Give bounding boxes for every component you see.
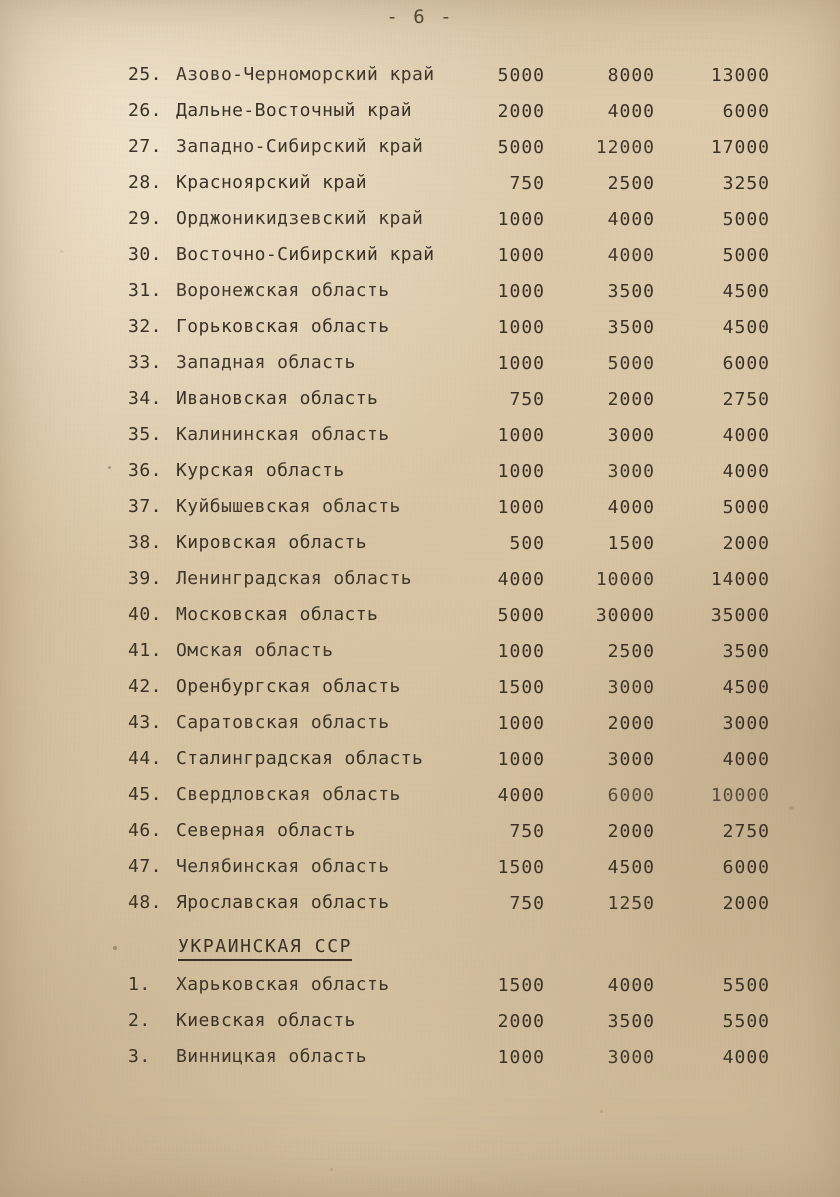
row-value-column-1: 750: [509, 893, 545, 914]
row-label: Куйбышевская область: [176, 496, 401, 517]
row-value-column-2: 4000: [607, 101, 655, 122]
row-index: 35.: [128, 424, 163, 445]
row-index: 26.: [128, 100, 163, 121]
row-value-column-1: 4000: [497, 785, 545, 806]
row-value-column-2: 1250: [607, 893, 655, 914]
row-value-column-2: 2000: [607, 713, 655, 734]
row-value-column-3: 35000: [710, 605, 770, 626]
row-value-column-3: 6000: [722, 353, 770, 374]
row-label: Московская область: [176, 604, 379, 625]
row-value-column-2: 2000: [607, 821, 655, 842]
row-value-column-3: 2000: [722, 533, 770, 554]
row-value-column-3: 2000: [722, 893, 770, 914]
row-value-column-3: 5500: [722, 1011, 770, 1032]
row-index: 1.: [128, 974, 151, 995]
table-row: [0, 62, 840, 98]
row-value-column-3: 3500: [722, 641, 770, 662]
row-value-column-2: 3500: [607, 317, 655, 338]
row-index: 33.: [128, 352, 163, 373]
table-row: [0, 1044, 840, 1080]
row-value-column-1: 1000: [497, 713, 545, 734]
row-label: Северная область: [176, 820, 356, 841]
table-row: [0, 386, 840, 422]
row-value-column-3: 5000: [722, 497, 770, 518]
row-value-column-2: 10000: [595, 569, 655, 590]
row-index: 32.: [128, 316, 163, 337]
row-value-column-1: 1000: [497, 317, 545, 338]
row-label: Горьковская область: [176, 316, 390, 337]
row-label: Красноярский край: [176, 172, 368, 193]
table-row: [0, 1008, 840, 1044]
section-heading-ukrainian-ssr: [0, 926, 840, 972]
row-value-column-1: 1000: [497, 425, 545, 446]
table-row: [0, 422, 840, 458]
row-label: Ленинградская область: [176, 568, 412, 589]
row-value-column-1: 1500: [497, 975, 545, 996]
row-value-column-2: 3500: [607, 1011, 655, 1032]
row-value-column-1: 1000: [497, 641, 545, 662]
row-label: Оренбургская область: [176, 676, 401, 697]
row-value-column-2: 3000: [607, 749, 655, 770]
table-row: [0, 638, 840, 674]
row-label: Воронежская область: [176, 280, 390, 301]
row-value-column-2: 4000: [607, 245, 655, 266]
table-row: [0, 170, 840, 206]
row-value-column-1: 2000: [497, 1011, 545, 1032]
row-value-column-2: 2500: [607, 641, 655, 662]
row-value-column-2: 4000: [607, 209, 655, 230]
page-number: - 6 -: [386, 6, 454, 28]
row-index: 37.: [128, 496, 163, 517]
row-value-column-3: 6000: [722, 101, 770, 122]
table-row: [0, 350, 840, 386]
row-value-column-1: 5000: [497, 605, 545, 626]
row-value-column-1: 1000: [497, 497, 545, 518]
row-index: 44.: [128, 748, 163, 769]
row-value-column-3: 17000: [710, 137, 770, 158]
row-value-column-3: 3000: [722, 713, 770, 734]
table-row: [0, 458, 840, 494]
row-value-column-2: 5000: [607, 353, 655, 374]
row-value-column-1: 1500: [497, 677, 545, 698]
row-label: Ивановская область: [176, 388, 379, 409]
paper-speck: [330, 1168, 333, 1171]
row-value-column-2: 3000: [607, 677, 655, 698]
row-value-column-2: 12000: [595, 137, 655, 158]
row-index: 39.: [128, 568, 163, 589]
section-heading-label: УКРАИНСКАЯ ССР: [178, 936, 352, 961]
table-row: [0, 972, 840, 1008]
row-value-column-3: 6000: [722, 857, 770, 878]
row-value-column-3: 4500: [722, 677, 770, 698]
row-value-column-3: 4500: [722, 317, 770, 338]
row-value-column-3: 4000: [722, 425, 770, 446]
row-label: Саратовская область: [176, 712, 390, 733]
row-value-column-1: 750: [509, 821, 545, 842]
row-label: Омская область: [176, 640, 334, 661]
row-value-column-1: 1000: [497, 749, 545, 770]
row-label: Ярославская область: [176, 892, 390, 913]
row-value-column-1: 1000: [497, 1047, 545, 1068]
row-index: 28.: [128, 172, 163, 193]
row-value-column-3: 4000: [722, 1047, 770, 1068]
row-label: Курская область: [176, 460, 345, 481]
row-label: Винницкая область: [176, 1046, 368, 1067]
row-index: 41.: [128, 640, 163, 661]
row-value-column-2: 8000: [607, 65, 655, 86]
row-value-column-3: 2750: [722, 389, 770, 410]
row-value-column-2: 6000: [607, 785, 655, 806]
row-index: 34.: [128, 388, 163, 409]
table-row: [0, 782, 840, 818]
table-row: [0, 278, 840, 314]
row-index: 25.: [128, 64, 163, 85]
region-list-table: [0, 62, 840, 1080]
row-index: 40.: [128, 604, 163, 625]
row-value-column-1: 500: [509, 533, 545, 554]
row-value-column-1: 1000: [497, 245, 545, 266]
row-value-column-2: 4000: [607, 975, 655, 996]
row-value-column-3: 5000: [722, 245, 770, 266]
row-label: Дальне-Восточный край: [176, 100, 412, 121]
row-label: Орджоникидзевский край: [176, 208, 424, 229]
row-index: 48.: [128, 892, 163, 913]
row-label: Восточно-Сибирский край: [176, 244, 435, 265]
row-index: 42.: [128, 676, 163, 697]
paper-speck: [600, 1110, 603, 1113]
row-label: Харьковская область: [176, 974, 390, 995]
row-value-column-2: 3000: [607, 425, 655, 446]
row-index: 31.: [128, 280, 163, 301]
row-value-column-2: 30000: [595, 605, 655, 626]
row-index: 45.: [128, 784, 163, 805]
table-row: [0, 710, 840, 746]
row-value-column-2: 2000: [607, 389, 655, 410]
row-value-column-3: 5500: [722, 975, 770, 996]
row-value-column-1: 1000: [497, 353, 545, 374]
row-value-column-3: 2750: [722, 821, 770, 842]
row-index: 47.: [128, 856, 163, 877]
row-value-column-2: 3000: [607, 1047, 655, 1068]
table-row: [0, 206, 840, 242]
row-value-column-3: 13000: [710, 65, 770, 86]
row-index: 46.: [128, 820, 163, 841]
row-label: Западно-Сибирский край: [176, 136, 424, 157]
row-value-column-1: 1000: [497, 209, 545, 230]
row-value-column-1: 1000: [497, 461, 545, 482]
row-index: 2.: [128, 1010, 151, 1031]
table-row: [0, 566, 840, 602]
row-label: Свердловская область: [176, 784, 401, 805]
row-value-column-3: 14000: [710, 569, 770, 590]
row-value-column-2: 4500: [607, 857, 655, 878]
row-label: Киевская область: [176, 1010, 356, 1031]
row-index: 27.: [128, 136, 163, 157]
row-label: Калининская область: [176, 424, 390, 445]
table-row: [0, 602, 840, 638]
table-row: [0, 494, 840, 530]
row-index: 36.: [128, 460, 163, 481]
row-value-column-1: 5000: [497, 65, 545, 86]
row-value-column-1: 1000: [497, 281, 545, 302]
row-index: 30.: [128, 244, 163, 265]
row-label: Кировская область: [176, 532, 368, 553]
row-value-column-1: 750: [509, 173, 545, 194]
row-index: 43.: [128, 712, 163, 733]
table-row: [0, 854, 840, 890]
row-value-column-3: 4000: [722, 461, 770, 482]
row-value-column-1: 4000: [497, 569, 545, 590]
row-value-column-1: 750: [509, 389, 545, 410]
table-row: [0, 530, 840, 566]
row-value-column-2: 4000: [607, 497, 655, 518]
table-row: [0, 134, 840, 170]
row-value-column-1: 5000: [497, 137, 545, 158]
table-row: [0, 746, 840, 782]
row-value-column-2: 1500: [607, 533, 655, 554]
table-row: [0, 242, 840, 278]
row-value-column-3: 3250: [722, 173, 770, 194]
row-value-column-2: 3000: [607, 461, 655, 482]
row-value-column-2: 2500: [607, 173, 655, 194]
row-value-column-3: 5000: [722, 209, 770, 230]
table-row: [0, 98, 840, 134]
row-value-column-2: 3500: [607, 281, 655, 302]
table-row: [0, 818, 840, 854]
table-row: [0, 674, 840, 710]
row-index: 3.: [128, 1046, 151, 1067]
row-label: Челябинская область: [176, 856, 390, 877]
row-index: 38.: [128, 532, 163, 553]
table-row: [0, 314, 840, 350]
row-value-column-3: 4500: [722, 281, 770, 302]
row-value-column-3: 10000: [710, 785, 770, 806]
row-label: Сталинградская область: [176, 748, 424, 769]
row-label: Азово-Черноморский край: [176, 64, 435, 85]
row-value-column-1: 2000: [497, 101, 545, 122]
row-label: Западная область: [176, 352, 356, 373]
row-value-column-3: 4000: [722, 749, 770, 770]
table-row: [0, 890, 840, 926]
row-index: 29.: [128, 208, 163, 229]
row-value-column-1: 1500: [497, 857, 545, 878]
